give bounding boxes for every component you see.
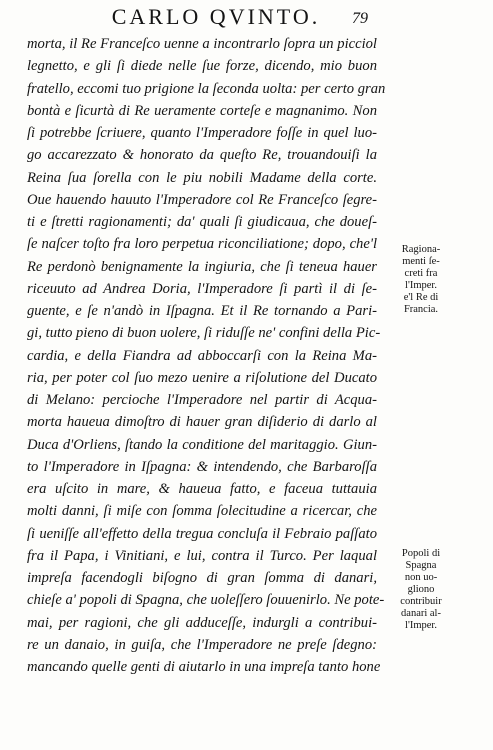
text-line: ti e ſtretti ragionamenti; da' quali ſi giudicaua, che doueſ- (27, 214, 377, 230)
text-line: re un danaio, in guiſa, che l'Imperadore ne preſe ſdegno: (27, 636, 377, 653)
text-line: morta, il Re Franceſco uenne a incontrarlo ſopra un picciol (27, 36, 377, 52)
margin-note-line: Ragiona- (401, 244, 441, 255)
text-line: chieſe a' popoli di Spagna, che uoleſſero ſouuenirlo. Ne pote- (27, 592, 385, 609)
margin-note-line: Popoli di (401, 548, 441, 559)
margin-note-line: l'Imper. (405, 280, 437, 291)
margin-note-line: creti fra (404, 268, 438, 279)
margin-note-line: e'l Re di (403, 292, 439, 303)
text-line: bontà e ſicurtà di Re ueramente corteſe e magnanimo. Non (27, 102, 377, 119)
text-line: ſi ueniſſe all'effetto della tregua concluſa il Febraio paſſato (27, 525, 377, 542)
margin-note-line: danari al- (401, 608, 441, 619)
text-line: impreſa facendogli biſogno di gran ſomma di danari, (27, 570, 377, 586)
text-line: legnetto, e gli ſi diede nelle ſue forze, dicendo, mio buon (27, 58, 377, 75)
text-line: guente, e ſe n'andò in Iſpagna. Et il Re tornando a Pari- (27, 303, 377, 319)
text-line: riceuuto ad Andrea Doria, l'Imperadore ſi partì il di ſe- (27, 280, 377, 297)
running-head: CARLO QVINTO. (111, 4, 321, 29)
text-line: Duca d'Orliens, ſtando la conditione del maritaggio. Giun- (27, 436, 377, 453)
text-line: di Melano: percioche l'Imperadore nel partir di Acqua- (27, 392, 377, 408)
text-line: Reina ſua ſorella con le piu nobili Madame della corte. (27, 169, 377, 186)
text-line: ria, per poter col ſuo mezo uenire a riſolutione del Ducato (27, 369, 377, 386)
text-line: fratello, eccomi tuo prigione la ſeconda uolta: per certo gran (27, 80, 386, 97)
text-line: cardia, e della Fiandra ad abboccarſi con la Reina Ma- (27, 347, 377, 364)
margin-note-line: Francia. (403, 304, 439, 315)
page-number: 79 (352, 10, 368, 27)
body-text (27, 33, 386, 678)
text-line: era uſcito in mare, & haueua fatto, e faceua tuttauia (27, 481, 377, 497)
text-line: mancando quelle genti di aiutarlo in una impreſa tanto hone (27, 659, 381, 675)
text-line: go accarezzato & honorato da queſto Re, trouandouiſi la (27, 147, 377, 164)
margin-note-line: non uo- (404, 572, 438, 583)
text-line: gi, tutto pieno di buon uolere, ſi riduſſe ne' confini della Pic- (27, 325, 381, 342)
text-line: ſi potrebbe ſcriuere, quanto l'Imperadore foſſe in quel luo- (27, 125, 377, 141)
text-line: molti danni, ſi miſe con ſomma ſolecitudine a ricercar, che (27, 503, 377, 520)
margin-note-2 (381, 548, 461, 632)
text-line: Oue hauendo hauuto l'Imperadore col Re Franceſco ſegre- (27, 191, 377, 208)
text-line: fra il Papa, i Vinitiani, e lui, contra il Turco. Per laqual (27, 547, 377, 564)
text-line: to l'Imperadore in Iſpagna: & intendendo, che Barbaroſſa (27, 458, 377, 475)
text-line: ſe naſcer toſto fra loro perpetua riconciliatione; dopo, che'l (27, 236, 377, 253)
margin-note-line: contribuir (400, 596, 442, 607)
margin-note-line: menti ſe- (402, 256, 440, 267)
text-line: mai, per ragioni, che gli adduceſſe, indurgli a contribui- (27, 614, 377, 631)
margin-note-line: l'Imper. (405, 620, 437, 631)
margin-note-line: gliono (407, 584, 435, 595)
text-line: morta haueua dimoſtro di hauer gran diſiderio di darlo al (27, 414, 377, 431)
margin-note-1 (381, 244, 461, 316)
margin-note-line: Spagna (405, 560, 437, 571)
text-line: Re perdonò benignamente la ingiuria, che ſi teneua hauer (27, 258, 377, 275)
